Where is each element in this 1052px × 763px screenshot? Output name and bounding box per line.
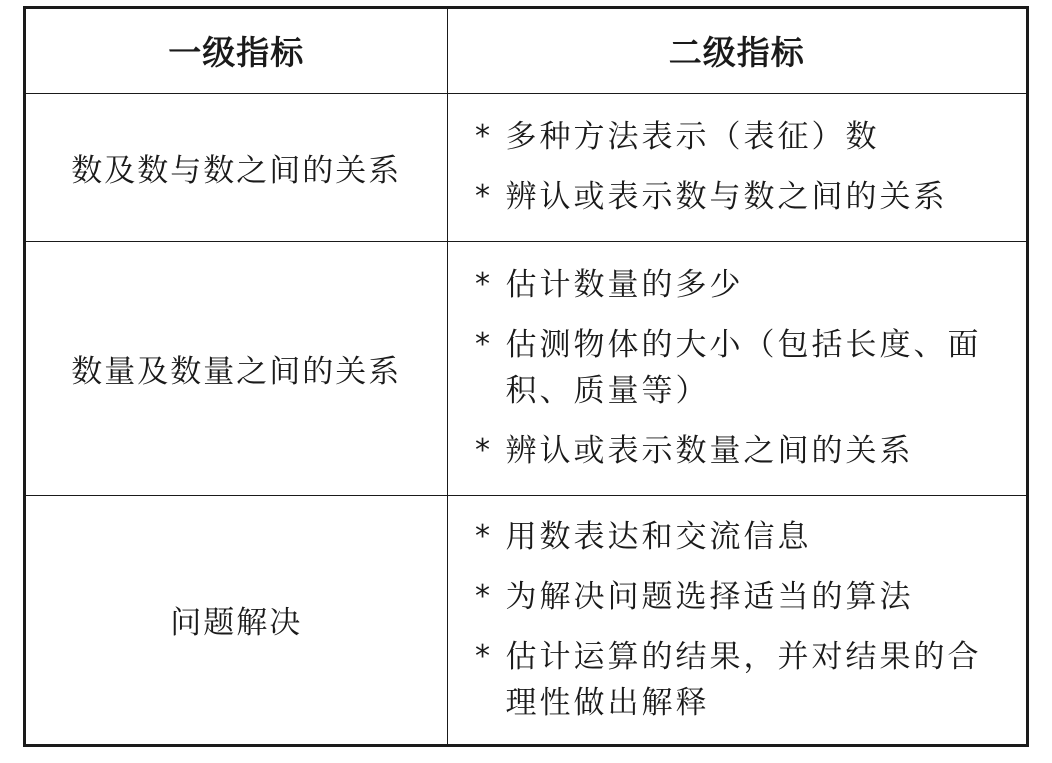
level2-item-text: 多种方法表示（表征）数: [505, 119, 880, 155]
bullet-star: *: [473, 433, 495, 468]
bullet-star: *: [473, 119, 495, 154]
level2-item: [474, 174, 1013, 220]
level2-item-text: 辨认或表示数量之间的关系: [505, 433, 914, 469]
level2-item-text: 估测物体的大小（包括长度、面积、质量等）: [505, 327, 982, 409]
level2-item-text: 为解决问题选择适当的算法: [505, 578, 914, 615]
bullet-star: *: [473, 267, 495, 302]
level1-cell: 问题解决: [26, 495, 447, 744]
header-level1: 一级指标: [26, 9, 447, 93]
table-row: [26, 495, 1026, 744]
bullet-star: *: [473, 179, 495, 214]
level2-cell: [447, 93, 1026, 241]
level2-item-text: 辨认或表示数与数之间的关系: [505, 179, 948, 215]
level2-item: [474, 322, 1013, 414]
level1-cell: 数及数与数之间的关系: [26, 93, 447, 241]
level2-item-text: 用数表达和交流信息: [505, 518, 812, 555]
bullet-star: *: [473, 638, 495, 674]
bullet-star: *: [473, 578, 495, 614]
bullet-star: *: [473, 518, 495, 554]
level2-cell: [447, 495, 1026, 744]
level2-item: [474, 514, 1013, 560]
level2-item-text: 估计运算的结果，并对结果的合理性做出解释: [505, 638, 982, 721]
level2-cell: [447, 241, 1026, 495]
level2-item: [474, 574, 1013, 620]
level2-item-text: 估计数量的多少: [505, 267, 744, 303]
level2-item: [474, 114, 1013, 160]
level2-item: [474, 262, 1013, 308]
header-level2: 二级指标: [447, 9, 1026, 93]
indicator-table: [26, 9, 1026, 744]
level2-item: [474, 428, 1013, 474]
table-header-row: [26, 9, 1026, 93]
indicator-table-frame: [23, 6, 1029, 747]
table-row: [26, 93, 1026, 241]
level1-cell: 数量及数量之间的关系: [26, 241, 447, 495]
level2-item: [474, 634, 1013, 726]
table-row: [26, 241, 1026, 495]
bullet-star: *: [473, 327, 495, 362]
